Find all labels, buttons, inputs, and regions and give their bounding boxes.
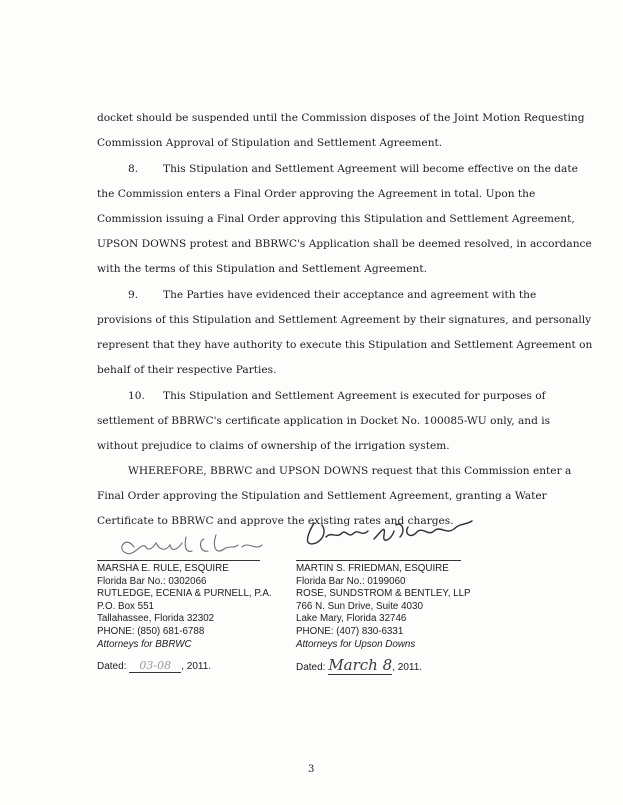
right-role: Attorneys for Upson Downs <box>296 638 416 650</box>
left-phone: PHONE: (850) 681-6788 <box>97 625 205 637</box>
right-dated-value: March 8 <box>328 656 393 674</box>
body-line: represent that they have authority to execute this Stipulation and Settlement Agreement on <box>97 339 593 351</box>
left-signatory-name: MARSHA E. RULE, ESQUIRE <box>97 563 229 574</box>
right-address-2: Lake Mary, Florida 32746 <box>296 613 407 625</box>
paragraph-number: 8. <box>128 163 139 175</box>
right-dated-label: Dated: <box>296 662 326 673</box>
right-bar-number: Florida Bar No.: 0199060 <box>296 575 406 587</box>
left-address-1: P.O. Box 551 <box>97 600 155 612</box>
right-address-1: 766 N. Sun Drive, Suite 4030 <box>296 600 423 612</box>
body-line: behalf of their respective Parties. <box>97 364 277 376</box>
right-dated <box>296 656 422 675</box>
right-signature-image <box>296 503 476 553</box>
paragraph-number: 9. <box>128 289 139 301</box>
left-dated <box>97 659 211 673</box>
left-signature-line <box>97 560 260 561</box>
body-line: WHEREFORE, BBRWC and UPSON DOWNS request that this Commission enter a <box>128 465 572 477</box>
left-dated-label: Dated: <box>97 661 127 672</box>
body-line: UPSON DOWNS protest and BBRWC's Application shall be deemed resolved, in accordance <box>97 238 592 250</box>
paragraph-number: 10. <box>128 390 145 402</box>
body-line: settlement of BBRWC's certificate application in Docket No. 100085-WU only, and is <box>97 415 551 427</box>
body-line: Certificate to BBRWC and approve the existing rates and charges. <box>97 515 454 527</box>
body-line: This Stipulation and Settlement Agreement will become effective on the date <box>163 163 578 175</box>
right-signatory-name: MARTIN S. FRIEDMAN, ESQUIRE <box>296 563 449 574</box>
right-signatory-block <box>296 563 471 651</box>
left-signature-image <box>112 527 282 561</box>
right-dated-year: , 2011. <box>392 662 423 673</box>
body-line: provisions of this Stipulation and Settlement Agreement by their signatures, and personally <box>97 314 592 326</box>
left-role: Attorneys for BBRWC <box>97 638 192 650</box>
body-line: The Parties have evidenced their acceptance and agreement with the <box>163 289 537 301</box>
body-line: Commission Approval of Stipulation and Settlement Agreement. <box>97 137 443 149</box>
right-firm: ROSE, SUNDSTROM & BENTLEY, LLP <box>296 588 471 600</box>
left-dated-year: , 2011. <box>181 661 212 672</box>
body-line: docket should be suspended until the Commission disposes of the Joint Motion Requesting <box>97 112 585 124</box>
left-dated-value: 03-08 <box>129 659 181 673</box>
body-line: without prejudice to claims of ownership of the irrigation system. <box>97 440 450 452</box>
body-line: with the terms of this Stipulation and Settlement Agreement. <box>97 263 427 275</box>
body-line: the Commission enters a Final Order approving the Agreement in total. Upon the <box>97 188 536 200</box>
left-bar-number: Florida Bar No.: 0302066 <box>97 575 207 587</box>
left-firm: RUTLEDGE, ECENIA & PURNELL, P.A. <box>97 588 272 600</box>
right-signature-line <box>296 560 461 561</box>
left-signatory-block <box>97 563 272 651</box>
right-phone: PHONE: (407) 830-6331 <box>296 625 404 637</box>
body-line: This Stipulation and Settlement Agreement is executed for purposes of <box>163 390 546 402</box>
body-line: Commission issuing a Final Order approving this Stipulation and Settlement Agreement, <box>97 213 575 225</box>
left-address-2: Tallahassee, Florida 32302 <box>97 613 215 625</box>
body-line: Final Order approving the Stipulation and Settlement Agreement, granting a Water <box>97 490 547 502</box>
page-number: 3 <box>308 764 315 775</box>
